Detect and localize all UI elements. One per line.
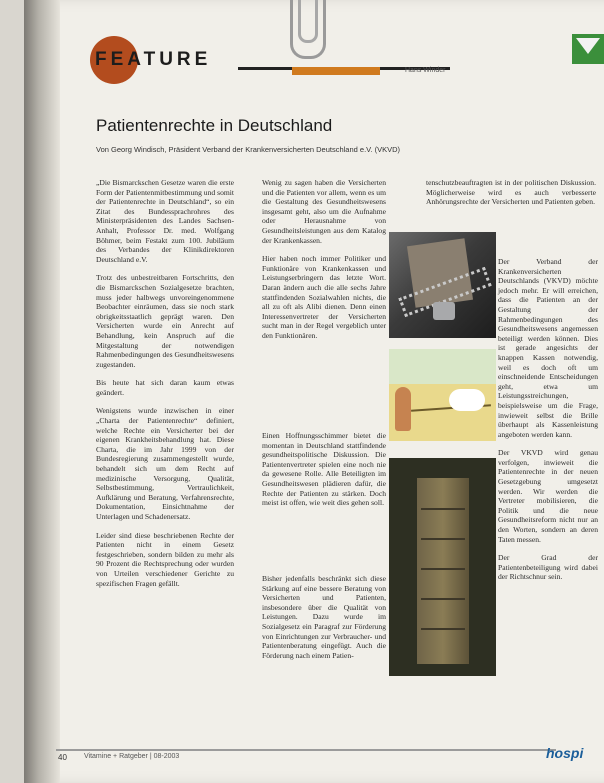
author-tag: Hans Winder <box>405 67 446 74</box>
cartoon-figure <box>395 387 411 431</box>
text-column-2 <box>262 178 386 350</box>
paragraph: „Die Bismarckschen Gesetze waren die erste Form der Patientenmitbestimmung und somit der Patientenrechte in Deutschland“, so ein Zitat des Bundessprachrohres des Ministerpräsidenten des Landes Sachsen-Anhalt, Professor Dr. med. Wolfgang Böhmer, beim Festakt zum 100. Jubiläum des Verbandes der Klinikdirektoren Deutschland e.V. <box>96 178 234 264</box>
text-column-3-top <box>426 178 596 216</box>
illustration-chained-crate <box>389 232 496 338</box>
article-byline: Von Georg Windisch, Präsident Verband der Krankenversicherten Deutschland e.V. (VKVD) <box>96 145 401 154</box>
drawer-line <box>421 628 465 630</box>
drawer-line <box>421 538 465 540</box>
cartoon-cloud <box>449 389 485 411</box>
page-number: 40 <box>58 753 67 762</box>
illustration-cartoon <box>389 349 496 441</box>
cartoon-sky <box>389 349 496 384</box>
drawer-line <box>421 508 465 510</box>
file-cabinet-shape <box>417 478 469 664</box>
paragraph: Wenigstens wurde inzwischen in einer „Charta der Patientenrechte“ definiert, welche Rechte ein Versicherter bei der eigenen Krankheitsbehandlung hat. Diese Charta, die im Jahr 1999 von der Bundesregierung zusammengestellt wurde, behandelt sich um dem Recht auf medizinische Versorgung, Qualität, Selbstbestimmung, Vertraulichkeit, Aufklärung und Beratung, Verfahrensrechte, Dokumentation, Einsichtnahme der Unterlagen und Schadenersatz. <box>96 406 234 521</box>
paragraph: Wenig zu sagen haben die Versicherten und die Patienten vor allem, wenn es um die Gestaltung des Gesundheitswesens insgesamt geht, also um die Aufnahme oder Herausnahme von Gesundheitsleistungen aus dem Katalog der Krankenkassen. <box>262 178 386 245</box>
text-column-2b <box>262 431 386 517</box>
paragraph: Bisher jedenfalls beschränkt sich diese Stärkung auf eine bessere Beratung von Versicherten und Patienten, insbesondere über die Qualität von Leistungen. Dazu wurde im Sozialgesetz ein Paragraf zur Förderung von Einrichtungen zur Verbraucher- und Patientenberatung eingefügt. Auch die Förderung nach einem Patien- <box>262 574 386 660</box>
paragraph: Der VKVD wird genau verfolgen, inwieweit die Patientenrechte in der neuen Gesetzgebung umgesetzt werden. Wir werden die Vertreter mobilisieren, die Politik und die neue Gesundheitsreform nicht nur an den Worten, sondern an deren Taten messen. <box>498 448 598 544</box>
paragraph: tenschutzbeauftragten ist in der politischen Diskussion. Möglicherweise wird es auch verbesserte Anhörungsrechte der Versicherten und Patienten geben. <box>426 178 596 207</box>
accent-bar <box>292 67 380 75</box>
text-column-1 <box>96 178 234 597</box>
paper-clip-inner <box>298 0 318 43</box>
padlock-icon <box>433 302 455 320</box>
paragraph: Bis heute hat sich daran kaum etwas geändert. <box>96 378 234 397</box>
publication-info: Vitamine + Ratgeber | 08-2003 <box>84 753 180 760</box>
paragraph: Trotz des unbestreitbaren Fortschritts, den die Bismarckschen Sozialgesetze brachten, muss jeder halbwegs unvoreingenommene Beobachter einräumen, dass sie noch stark obrigkeitsstaatlich geprägt waren. Den Versicherten wurde ein Anrecht auf Behandlung, kein Anspruch auf die Mitgestaltung der notwendigen Rahmenbedingungen des Gesundheitswesens zugestanden. <box>96 273 234 369</box>
text-column-2c <box>262 574 386 669</box>
paragraph: Der Verband der Krankenversicherten Deutschlands (VKVD) möchte jedoch mehr. Er will erreichen, dass die Patienten an der Gestaltung der Rahmenbedingungen des Gesundheitswesens angemessen beteiligt werden können. Dies ist gerade angesichts der knappen Kassen notwendig, weil es doch oft um einschneidende Entscheidungen geht, etwa um Leistungsstreichungen, beispielsweise um die Frage, inwieweit selbst die Brille überhaupt als Kassenleistung angeboten werden kann. <box>498 257 598 439</box>
corner-logo-icon <box>572 34 604 64</box>
page-binding-shadow <box>24 0 60 783</box>
paragraph: Leider sind diese beschriebenen Rechte der Patienten nicht in einem Gesetz festgeschrieben, sondern bilden zu mehr als 90 Prozent die Rechtsprechung oder wurden von Urteilen verschiedener Gerichte zu spezifischen Fragen gefällt. <box>96 530 234 588</box>
paragraph: Hier haben noch immer Politiker und Funktionäre von Krankenkassen und Leistungserbringern das letzte Wort. Daran ändern auch die alle sechs Jahre stattfindenden Sozialwahlen nichts, die all zu oft als Alibi dienen. Denn einen Interessenvertreter der Versicherten sucht man in der Regel vergeblich unter den Funktionären. <box>262 254 386 340</box>
publication-logo: hospi <box>546 745 584 761</box>
footer-rule <box>56 749 556 751</box>
article-title: Patientenrechte in Deutschland <box>96 116 333 135</box>
drawer-line <box>421 568 465 570</box>
drawer-line <box>421 598 465 600</box>
paragraph: Einen Hoffnungsschimmer bietet die momentan in Deutschland stattfindende gesundheitspolitische Diskussion. Die Patientenvertreter spielen eine noch nie da gewesene Rolle. Alle Beteiligten im Gesundheitswesen plädieren dafür, die Rechte der Patienten zu stärken. Doch meist ist offen, wie weit dies gehen soll. <box>262 431 386 508</box>
text-column-3 <box>498 257 598 591</box>
paragraph: Der Grad der Patientenbeteiligung wird dabei der Richtschnur sein. <box>498 553 598 582</box>
illustration-file-cabinet <box>389 458 496 676</box>
feature-label: FEATURE <box>95 49 212 70</box>
